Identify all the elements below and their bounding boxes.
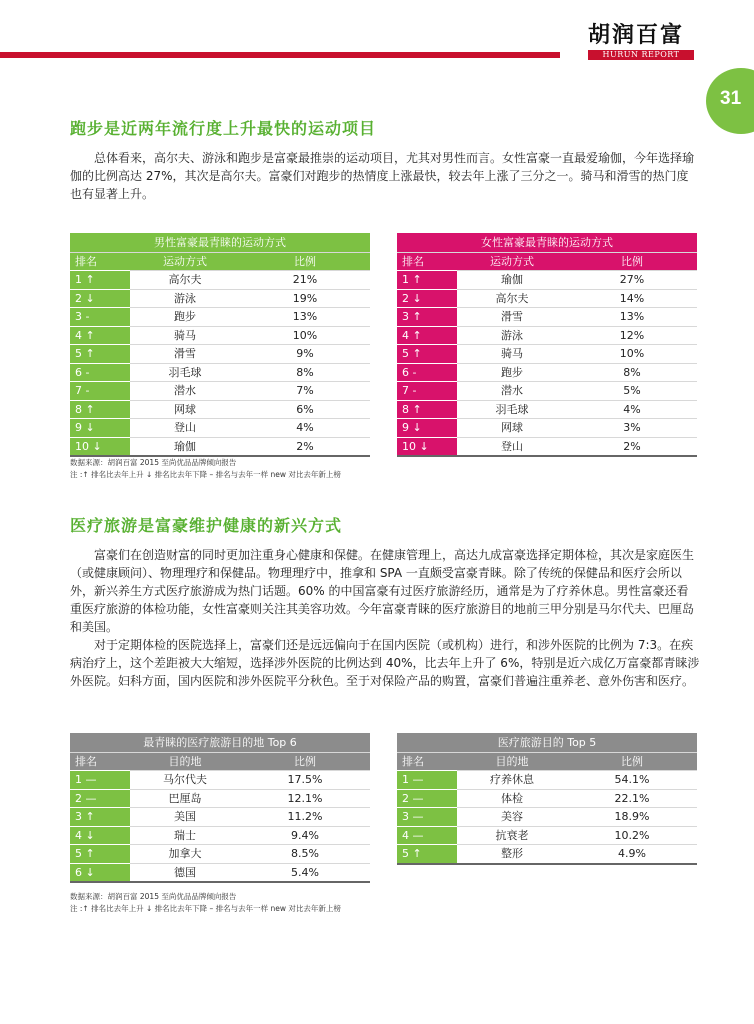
name-cell: 羽毛球 — [457, 400, 567, 419]
header-pct: 比例 — [567, 253, 697, 271]
pct-cell: 14% — [567, 289, 697, 308]
table-row — [397, 289, 697, 308]
pct-cell: 4% — [240, 419, 370, 438]
header-rank: 排名 — [397, 753, 457, 771]
header-rank: 排名 — [70, 253, 130, 271]
name-cell: 整形 — [457, 845, 567, 864]
header-item: 运动方式 — [130, 253, 240, 271]
pct-cell: 9.4% — [240, 826, 370, 845]
rank-cell: 1 ↑ — [70, 271, 130, 290]
table-row — [397, 771, 697, 790]
pct-cell: 9% — [240, 345, 370, 364]
pct-cell: 2% — [567, 437, 697, 456]
section2-text-1: 富豪们在创造财富的同时更加注重身心健康和保健。在健康管理上，高达九成富豪选择定期体检，其次是家庭医生（或健康顾问）、物理理疗和保健品。物理理疗中，推拿和 SPA 一直颇受富豪青睐。除了传统的保健品和医疗会所以外，新兴养生方式医疗旅游成为热门话题。60% 的中国富豪有过医疗旅游经历，通常是为了疗养休息。男性富豪还看重医疗旅游的体检功能，女性富豪则关注其美容功效。今年富豪青睐的医疗旅游目的地前三甲分别是马尔代夫、巴厘岛和美国。 — [70, 548, 695, 634]
pct-cell: 54.1% — [567, 771, 697, 790]
rank-cell: 10 ↓ — [397, 437, 457, 456]
table-header-row — [397, 253, 697, 271]
footnote-2 — [70, 891, 341, 915]
table-row — [70, 400, 370, 419]
table-row — [70, 808, 370, 827]
section1-text: 总体看来，高尔夫、游泳和跑步是富豪最推崇的运动项目，尤其对男性而言。女性富豪一直最爱瑜伽，今年选择瑜伽的比例高达 27%，其次是高尔夫。富豪们对跑步的热情度上涨最快，较去年上涨了三分之一。骑马和滑雪的热门度也有显著上升。 — [70, 151, 695, 201]
table-row — [70, 419, 370, 438]
table-row — [70, 271, 370, 290]
pct-cell: 18.9% — [567, 808, 697, 827]
name-cell: 加拿大 — [130, 845, 240, 864]
table-row — [397, 437, 697, 456]
data-source: 数据来源：胡润百富 2015 至尚优品品牌倾向报告 — [70, 892, 237, 901]
table-medical-destinations — [70, 733, 370, 883]
table-row — [397, 845, 697, 864]
name-cell: 美国 — [130, 808, 240, 827]
name-cell: 跑步 — [130, 308, 240, 327]
name-cell: 抗衰老 — [457, 826, 567, 845]
rank-cell: 3 — — [397, 808, 457, 827]
header-rule — [0, 52, 560, 58]
header-item: 目的地 — [457, 753, 567, 771]
table-row — [70, 308, 370, 327]
pct-cell: 22.1% — [567, 789, 697, 808]
page-number-badge — [706, 68, 754, 134]
rank-cell: 2 ↓ — [397, 289, 457, 308]
pct-cell: 6% — [240, 400, 370, 419]
rank-cell: 2 ↓ — [70, 289, 130, 308]
header-rank: 排名 — [397, 253, 457, 271]
name-cell: 滑雪 — [130, 345, 240, 364]
table-row — [397, 271, 697, 290]
rank-cell: 4 ↑ — [70, 326, 130, 345]
pct-cell: 10% — [240, 326, 370, 345]
rank-cell: 7 - — [70, 382, 130, 401]
table-header-row — [397, 753, 697, 771]
rank-cell: 3 ↑ — [70, 808, 130, 827]
table-caption: 最青睐的医疗旅游目的地 Top 6 — [70, 733, 370, 753]
name-cell: 潜水 — [130, 382, 240, 401]
table-row — [397, 826, 697, 845]
pct-cell: 3% — [567, 419, 697, 438]
name-cell: 德国 — [130, 863, 240, 882]
rank-cell: 8 ↑ — [397, 400, 457, 419]
table-caption: 女性富豪最青睐的运动方式 — [397, 233, 697, 253]
pct-cell: 27% — [567, 271, 697, 290]
table-header-row — [70, 753, 370, 771]
pct-cell: 8.5% — [240, 845, 370, 864]
pct-cell: 10.2% — [567, 826, 697, 845]
name-cell: 瑜伽 — [457, 271, 567, 290]
legend-note: 注 :↑ 排名比去年上升 ↓ 排名比去年下降 – 排名与去年一样 new 对比去年新上榜 — [70, 470, 341, 479]
name-cell: 骑马 — [457, 345, 567, 364]
table-row — [397, 363, 697, 382]
name-cell: 登山 — [130, 419, 240, 438]
logo-chinese: 胡润百富 — [588, 23, 685, 48]
pct-cell: 12.1% — [240, 789, 370, 808]
rank-cell: 4 — — [397, 826, 457, 845]
header-pct: 比例 — [240, 253, 370, 271]
pct-cell: 4.9% — [567, 845, 697, 864]
rank-cell: 1 ↑ — [397, 271, 457, 290]
rank-cell: 5 ↑ — [70, 845, 130, 864]
pct-cell: 7% — [240, 382, 370, 401]
header-item: 目的地 — [130, 753, 240, 771]
pct-cell: 2% — [240, 437, 370, 456]
rank-cell: 6 - — [397, 363, 457, 382]
rank-cell: 3 - — [70, 308, 130, 327]
pct-cell: 13% — [567, 308, 697, 327]
table-female-sports — [397, 233, 697, 457]
table-male-sports — [70, 233, 370, 457]
rank-cell: 2 — — [397, 789, 457, 808]
name-cell: 登山 — [457, 437, 567, 456]
table-row — [70, 382, 370, 401]
header-pct: 比例 — [567, 753, 697, 771]
table-header-row — [70, 253, 370, 271]
hurun-logo — [588, 24, 700, 60]
pct-cell: 8% — [240, 363, 370, 382]
rank-cell: 4 ↑ — [397, 326, 457, 345]
name-cell: 羽毛球 — [130, 363, 240, 382]
rank-cell: 6 - — [70, 363, 130, 382]
page-number: 31 — [720, 88, 742, 109]
rank-cell: 10 ↓ — [70, 437, 130, 456]
table-row — [70, 826, 370, 845]
pct-cell: 13% — [240, 308, 370, 327]
pct-cell: 21% — [240, 271, 370, 290]
pct-cell: 10% — [567, 345, 697, 364]
data-source: 数据来源：胡润百富 2015 至尚优品品牌倾向报告 — [70, 458, 237, 467]
name-cell: 潜水 — [457, 382, 567, 401]
rank-cell: 8 ↑ — [70, 400, 130, 419]
rank-cell: 3 ↑ — [397, 308, 457, 327]
name-cell: 网球 — [130, 400, 240, 419]
table-row — [70, 845, 370, 864]
pct-cell: 12% — [567, 326, 697, 345]
table-caption: 医疗旅游目的 Top 5 — [397, 733, 697, 753]
table-row — [70, 363, 370, 382]
pct-cell: 4% — [567, 400, 697, 419]
name-cell: 游泳 — [457, 326, 567, 345]
table-row — [397, 808, 697, 827]
name-cell: 疗养休息 — [457, 771, 567, 790]
header-pct: 比例 — [240, 753, 370, 771]
section2-paragraphs — [70, 546, 700, 690]
pct-cell: 11.2% — [240, 808, 370, 827]
name-cell: 滑雪 — [457, 308, 567, 327]
table-row — [397, 326, 697, 345]
logo-english: HURUN REPORT — [588, 50, 694, 60]
table-row — [397, 345, 697, 364]
name-cell: 游泳 — [130, 289, 240, 308]
table-row — [397, 400, 697, 419]
section2-text-2: 对于定期体检的医院选择上，富豪们还是远远偏向于在国内医院（或机构）进行，和涉外医院的比例为 7:3。在疾病治疗上，这个差距被大大缩短，选择涉外医院的比例达到 40%，比去年上升了 6%，特别是近六成亿万富豪都青睐涉外医院。妇科方面，国内医院和涉外医院平分秋色。至于对保险产品的购置，富豪们普遍注重养老、意外伤害和医疗。 — [70, 638, 700, 688]
pct-cell: 5.4% — [240, 863, 370, 882]
header-rank: 排名 — [70, 753, 130, 771]
table-row — [70, 789, 370, 808]
rank-cell: 5 ↑ — [70, 345, 130, 364]
rank-cell: 5 ↑ — [397, 845, 457, 864]
table-row — [397, 419, 697, 438]
rank-cell: 6 ↓ — [70, 863, 130, 882]
table-row — [70, 289, 370, 308]
name-cell: 瑜伽 — [130, 437, 240, 456]
section2-title: 医疗旅游是富豪维护健康的新兴方式 — [70, 516, 343, 535]
name-cell: 骑马 — [130, 326, 240, 345]
table-row — [70, 345, 370, 364]
table-row — [397, 308, 697, 327]
rank-cell: 1 — — [397, 771, 457, 790]
name-cell: 体检 — [457, 789, 567, 808]
pct-cell: 5% — [567, 382, 697, 401]
rank-cell: 2 — — [70, 789, 130, 808]
rank-cell: 1 — — [70, 771, 130, 790]
pct-cell: 8% — [567, 363, 697, 382]
name-cell: 网球 — [457, 419, 567, 438]
name-cell: 马尔代夫 — [130, 771, 240, 790]
rank-cell: 7 - — [397, 382, 457, 401]
rank-cell: 9 ↓ — [70, 419, 130, 438]
table-row — [70, 326, 370, 345]
table-caption: 男性富豪最青睐的运动方式 — [70, 233, 370, 253]
name-cell: 巴厘岛 — [130, 789, 240, 808]
rank-cell: 5 ↑ — [397, 345, 457, 364]
pct-cell: 17.5% — [240, 771, 370, 790]
name-cell: 高尔夫 — [457, 289, 567, 308]
header-item: 运动方式 — [457, 253, 567, 271]
rank-cell: 9 ↓ — [397, 419, 457, 438]
name-cell: 高尔夫 — [130, 271, 240, 290]
table-row — [70, 771, 370, 790]
section1-paragraph — [70, 149, 700, 203]
section1-title: 跑步是近两年流行度上升最快的运动项目 — [70, 119, 377, 138]
rank-cell: 4 ↓ — [70, 826, 130, 845]
table-row — [397, 789, 697, 808]
name-cell: 跑步 — [457, 363, 567, 382]
table-row — [70, 863, 370, 882]
name-cell: 美容 — [457, 808, 567, 827]
table-row — [70, 437, 370, 456]
footnote-1 — [70, 457, 341, 481]
pct-cell: 19% — [240, 289, 370, 308]
legend-note: 注 :↑ 排名比去年上升 ↓ 排名比去年下降 – 排名与去年一样 new 对比去年新上榜 — [70, 904, 341, 913]
name-cell: 瑞士 — [130, 826, 240, 845]
table-medical-purposes — [397, 733, 697, 865]
table-row — [397, 382, 697, 401]
